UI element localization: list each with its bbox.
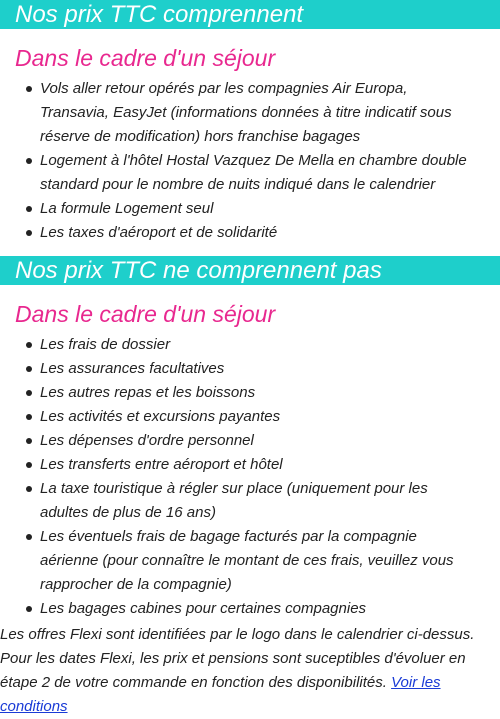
list-item-text: Les assurances facultatives: [40, 360, 225, 377]
bullet-icon: [26, 486, 32, 492]
list-item: [0, 525, 500, 597]
bullet-icon: [26, 390, 32, 396]
list-item-text: Logement à l'hôtel Hostal Vazquez De Mella en chambre double standard pour le nombre de nuits indiqué dans le calendrier: [40, 152, 467, 193]
included-list: [0, 77, 500, 245]
bullet-icon: [26, 230, 32, 236]
bullet-icon: [26, 86, 32, 92]
list-item: [0, 381, 500, 405]
list-item-text: Les activités et excursions payantes: [40, 408, 281, 425]
list-item: [0, 429, 500, 453]
flexi-offers-note-text: Les offres Flexi sont identifiées par le logo dans le calendrier ci-dessus. Pour les dates Flexi, les prix et pensions sont suceptibles d'évoluer en étape 2 de votre commande en fonction des disponibilités.: [0, 626, 475, 691]
list-item-text: Les frais de dossier: [40, 336, 171, 353]
bullet-icon: [26, 462, 32, 468]
excluded-section: [0, 256, 500, 621]
included-section-subtitle: Dans le cadre d'un séjour: [15, 45, 276, 71]
list-item-text: La taxe touristique à régler sur place (uniquement pour les adultes de plus de 16 ans): [40, 480, 428, 521]
list-item: [0, 333, 500, 357]
list-item-text: Les dépenses d'ordre personnel: [40, 432, 254, 449]
bullet-icon: [26, 206, 32, 212]
list-item-text: Les transferts entre aéroport et hôtel: [40, 456, 283, 473]
list-item-text: Les autres repas et les boissons: [40, 384, 256, 401]
list-item: [0, 453, 500, 477]
list-item: [0, 197, 500, 221]
included-section-title: Nos prix TTC comprennent: [0, 0, 500, 29]
list-item: [0, 405, 500, 429]
bullet-icon: [26, 606, 32, 612]
list-item-text: Les éventuels frais de bagage facturés par la compagnie aérienne (pour connaître le montant de ces frais, veuillez vous rapprocher de la compagnie): [40, 528, 454, 593]
list-item: [0, 77, 500, 149]
list-item-text: Les taxes d'aéroport et de solidarité: [40, 224, 278, 241]
excluded-section-title: Nos prix TTC ne comprennent pas: [0, 256, 500, 285]
bullet-icon: [26, 438, 32, 444]
excluded-section-subtitle: Dans le cadre d'un séjour: [15, 301, 276, 327]
bullet-icon: [26, 414, 32, 420]
list-item-text: Les bagages cabines pour certaines compagnies: [40, 600, 367, 617]
included-section: [0, 0, 500, 245]
bullet-icon: [26, 158, 32, 164]
conditions-link[interactable]: Voir les conditions: [0, 674, 441, 715]
list-item: [0, 149, 500, 197]
list-item-text: Vols aller retour opérés par les compagnies Air Europa, Transavia, EasyJet (informations données à titre indicatif sous réserve de modification) hors franchise bagages: [40, 80, 452, 145]
list-item-text: La formule Logement seul: [40, 200, 214, 217]
list-item: [0, 357, 500, 381]
bullet-icon: [26, 342, 32, 348]
bullet-icon: [26, 366, 32, 372]
list-item: [0, 477, 500, 525]
bullet-icon: [26, 534, 32, 540]
excluded-list: [0, 333, 500, 621]
list-item: [0, 597, 500, 621]
flexi-offers-note: [0, 623, 500, 719]
list-item: [0, 221, 500, 245]
